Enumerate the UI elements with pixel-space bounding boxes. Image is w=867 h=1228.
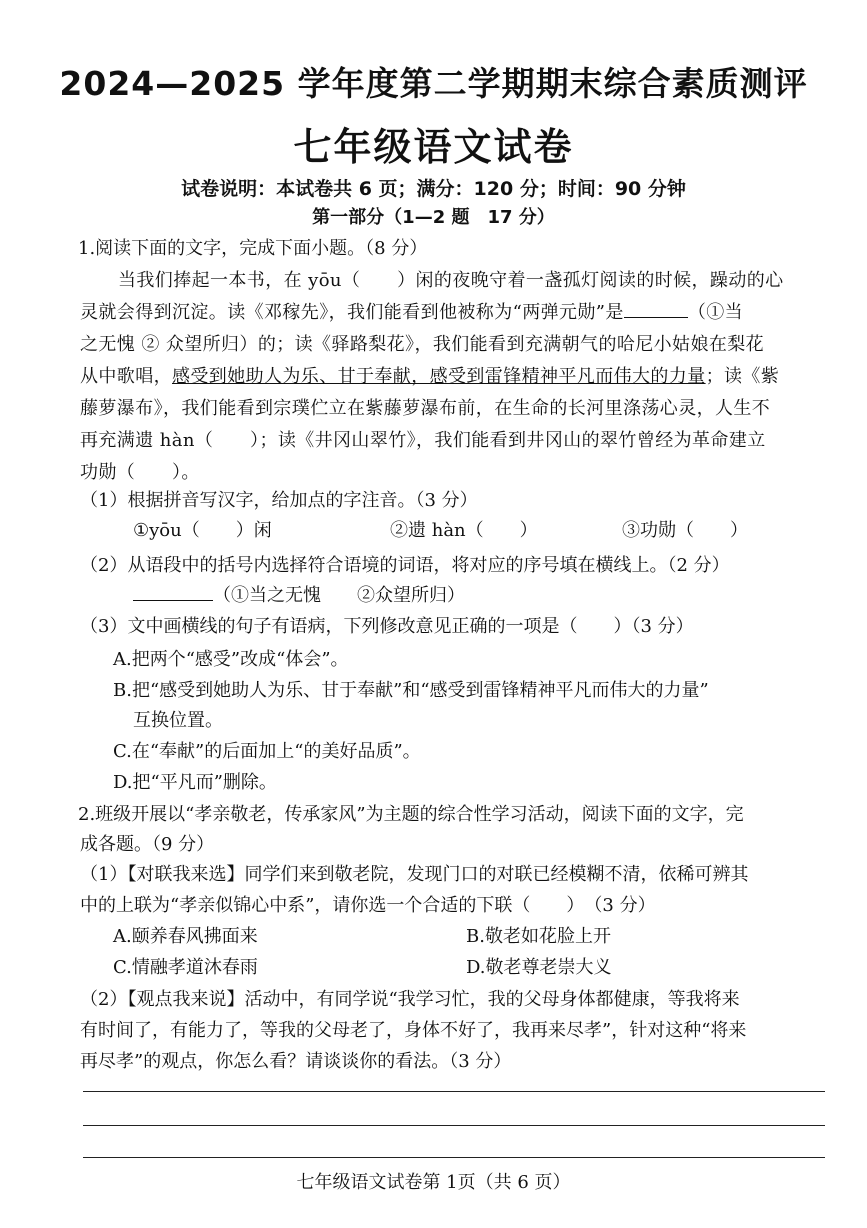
passage-line-4: [80, 362, 779, 388]
q1-sub3-option-b: B.把“感受到她助人为乐、甘于奉献”和“感受到雷锋精神平凡而伟大的力量”: [113, 680, 709, 701]
q1-sub1-item-1: ①yōu（ ）闲: [133, 520, 272, 541]
q2-option-b: B.敬老如花脸上开: [466, 926, 611, 947]
answer-line[interactable]: [83, 1125, 825, 1126]
passage-line-5: 藤萝瀑布》，我们能看到宗璞伫立在紫藤萝瀑布前，在生命的长河里涤荡心灵，人生不: [80, 398, 771, 419]
passage-line-2-tail: （①当: [687, 302, 744, 323]
q1-sub2: （2）从语段中的括号内选择符合语境的词语，将对应的序号填在横线上。（2 分）: [80, 555, 730, 576]
q1-sub3-option-c: C.在“奉献”的后面加上“的美好品质”。: [113, 741, 421, 762]
part-heading: 第一部分（1—2 题 17 分）: [312, 207, 555, 228]
passage-line-2-text: 灵就会得到沉淀。读《邓稼先》，我们能看到他被称为“两弹元勋”是: [80, 302, 624, 323]
q2-sub2-3: 再尽孝”的观点，你怎么看？请谈谈你的看法。（3 分）: [80, 1051, 512, 1072]
page-footer: 七年级语文试卷第 1页（共 6 页）: [296, 1172, 571, 1193]
q2-option-c: C.情融孝道沐春雨: [113, 957, 258, 978]
answer-line[interactable]: [83, 1157, 825, 1158]
q1-sub1-item-2: ②遗 hàn（ ）: [390, 520, 538, 541]
exam-title: 2024—2025 学年度第二学期期末综合素质测评: [59, 64, 808, 103]
passage-line-4-tail: ；读《紫: [705, 366, 780, 387]
passage-line-3: 之无愧 ② 众望所归）的；读《驿路梨花》，我们能看到充满朝气的哈尼小姑娘在梨花: [80, 334, 765, 355]
answer-line[interactable]: [83, 1091, 825, 1092]
q2-sub1-1: （1）【对联我来选】同学们来到敬老院，发现门口的对联已经模糊不清，依稀可辨其: [80, 864, 749, 885]
q2-sub2-1: （2）【观点我来说】活动中，有同学说“我学习忙，我的父母身体都健康，等我将来: [80, 989, 740, 1010]
q1-sub1: （1）根据拼音写汉字，给加点的字注音。（3 分）: [80, 490, 478, 511]
q2-sub2-2: 有时间了，有能力了，等我的父母老了，身体不好了，我再来尽孝”，针对这种“将来: [80, 1020, 747, 1041]
q2-stem-2: 成各题。（9 分）: [80, 834, 215, 855]
q1-sub3-option-d: D.把“平凡而”删除。: [113, 772, 277, 793]
q1-sub2-answer: [133, 581, 465, 607]
answer-blank[interactable]: [133, 586, 213, 601]
exam-subtitle: 七年级语文试卷: [293, 125, 574, 169]
fill-blank[interactable]: [624, 303, 688, 318]
q1-sub3-option-b-cont: 互换位置。: [133, 710, 223, 731]
q2-option-d: D.敬老尊老崇大义: [466, 957, 612, 978]
passage-line-7: 功勋（ ）。: [80, 462, 200, 483]
q1-stem: 1.阅读下面的文字，完成下面小题。（8 分）: [78, 238, 428, 259]
q1-sub1-item-3: ③功勋（ ）: [622, 520, 748, 541]
passage-line-4-text: 从中歌唱，: [80, 366, 172, 387]
q1-sub3-option-a: A.把两个“感受”改成“体会”。: [113, 649, 349, 670]
passage-line-1: 当我们捧起一本书，在 yōu（ ）闲的夜晚守着一盏孤灯阅读的时候，躁动的心: [118, 270, 784, 291]
exam-info: 试卷说明：本试卷共 6 页；满分：120 分；时间：90 分钟: [181, 178, 686, 200]
q2-sub1-2: 中的上联为“孝亲似锦心中系”，请你选一个合适的下联（ ） （3 分）: [80, 895, 656, 916]
passage-line-6: 再充满遗 hàn（ ）；读《井冈山翠竹》，我们能看到井冈山的翠竹曾经为革命建立: [80, 430, 766, 451]
q1-sub2-choices: （①当之无愧 ②众望所归）: [213, 585, 465, 606]
underlined-sentence: 感受到她助人为乐、甘于奉献，感受到雷锋精神平凡而伟大的力量: [172, 366, 706, 387]
q2-stem-1: 2.班级开展以“孝亲敬老，传承家风”为主题的综合性学习活动，阅读下面的文字，完: [78, 804, 744, 825]
q2-option-a: A.颐养春风拂面来: [113, 926, 258, 947]
passage-line-2: [80, 298, 743, 324]
q1-sub3: （3）文中画横线的句子有语病，下列修改意见正确的一项是（ ）（3 分）: [80, 616, 694, 637]
